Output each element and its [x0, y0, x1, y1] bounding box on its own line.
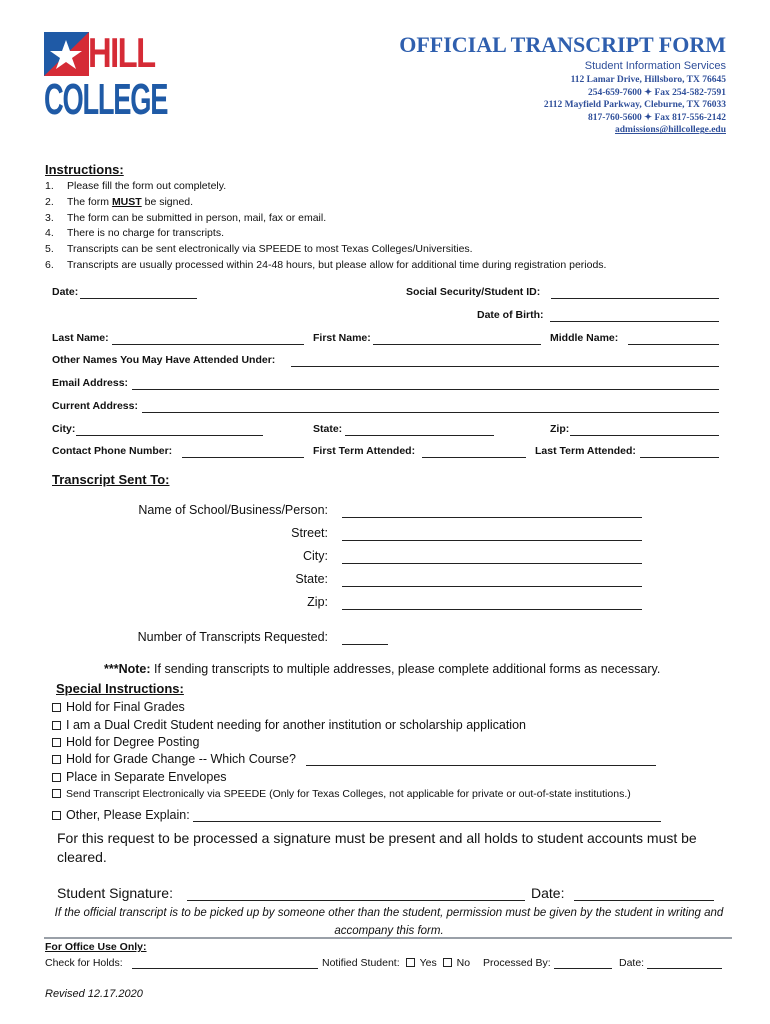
hillsboro-phone: 254-659-7600 ✦ Fax 254-582-7591 — [587, 87, 726, 98]
cleburne-phone: 817-760-5600 ✦ Fax 817-556-2142 — [587, 112, 726, 123]
recipient-zip-label: Zip: — [307, 595, 328, 609]
recipient-street-label: Street: — [291, 526, 328, 540]
option-hold-grade-change[interactable]: Hold for Grade Change -- Which Course? — [52, 752, 296, 766]
city-label: City: — [52, 423, 76, 435]
checkbox-icon[interactable] — [406, 958, 415, 967]
checkbox-icon[interactable] — [443, 958, 452, 967]
transcript-count-field[interactable] — [342, 644, 388, 645]
admissions-email-link[interactable]: admissions@hillcollege.edu — [615, 125, 726, 136]
note-prefix: ***Note: — [104, 662, 151, 676]
recipient-city-label: City: — [303, 549, 328, 563]
other-explain-field[interactable] — [193, 821, 661, 822]
state-label: State: — [313, 423, 343, 435]
revision-date: Revised 12.17.2020 — [45, 988, 143, 1000]
check-holds-label: Check for Holds: — [45, 957, 123, 969]
instruction-item — [45, 258, 606, 274]
hill-college-logo — [44, 29, 168, 126]
phone-label: Contact Phone Number: — [52, 445, 173, 457]
middle-name-label: Middle Name: — [550, 332, 619, 344]
instruction-text-end: be signed. — [141, 195, 194, 208]
instruction-text: Transcripts are usually processed within 24-48 hours, but please allow for additional time during registration periods. — [67, 258, 607, 271]
signature-date-label: Date: — [531, 885, 565, 901]
instruction-text: Please fill the form out completely. — [67, 180, 227, 192]
checkbox-icon[interactable] — [52, 703, 61, 712]
instruction-number: 1. — [45, 180, 54, 192]
instruction-item — [45, 211, 606, 227]
transcript-count-label: Number of Transcripts Requested: — [137, 630, 328, 644]
instruction-text: The form — [67, 195, 112, 208]
recipient-name-field[interactable] — [342, 517, 642, 518]
processed-by-label: Processed By: — [483, 957, 551, 969]
recipient-state-label: State: — [295, 572, 328, 586]
signature-field[interactable] — [187, 900, 525, 901]
instruction-emphasis: MUST — [111, 195, 142, 208]
recipient-name-label: Name of School/Business/Person: — [138, 503, 328, 517]
last-term-label: Last Term Attended: — [535, 445, 636, 457]
logo-word-college: COLLEGE — [44, 75, 168, 124]
form-title: OFFICIAL TRANSCRIPT FORM — [399, 32, 726, 57]
other-names-label: Other Names You May Have Attended Under: — [52, 354, 276, 366]
zip-field[interactable] — [570, 435, 719, 436]
checkbox-icon[interactable] — [52, 773, 61, 782]
checkbox-icon[interactable] — [52, 789, 61, 798]
option-hold-final-grades[interactable]: Hold for Final Grades — [52, 700, 185, 714]
email-field[interactable] — [132, 389, 719, 390]
city-field[interactable] — [76, 435, 263, 436]
check-holds-field[interactable] — [132, 968, 318, 969]
sent-to-heading: Transcript Sent To: — [52, 472, 170, 487]
processed-by-field[interactable] — [554, 968, 612, 969]
date-field[interactable] — [80, 298, 197, 299]
address-field[interactable] — [142, 412, 719, 413]
ssn-label: Social Security/Student ID: — [406, 286, 541, 298]
instruction-text: Transcripts can be sent electronically via SPEEDE to most Texas Colleges/Universities. — [67, 243, 473, 256]
special-instructions-heading: Special Instructions: — [56, 681, 184, 696]
instruction-number: 3. — [45, 211, 54, 224]
divider — [44, 937, 732, 939]
zip-label: Zip: — [550, 423, 570, 435]
other-names-field[interactable] — [291, 366, 719, 367]
office-date-label: Date: — [619, 957, 645, 969]
instructions-heading: Instructions: — [45, 162, 124, 177]
instruction-number: 5. — [45, 243, 54, 256]
instruction-item — [45, 242, 606, 258]
option-other[interactable]: Other, Please Explain: — [52, 808, 190, 822]
instruction-item — [45, 226, 606, 242]
notified-student-label: Notified Student: — [322, 957, 400, 969]
recipient-street-field[interactable] — [342, 540, 642, 541]
state-field[interactable] — [345, 435, 494, 436]
instructions-list — [45, 179, 606, 274]
option-hold-degree-posting[interactable]: Hold for Degree Posting — [52, 735, 199, 749]
checkbox-icon[interactable] — [52, 738, 61, 747]
instruction-number: 4. — [45, 227, 54, 240]
notified-student-group — [322, 957, 470, 969]
department-name: Student Information Services — [584, 60, 726, 72]
middle-name-field[interactable] — [628, 344, 719, 345]
first-term-field[interactable] — [422, 457, 526, 458]
signature-date-field[interactable] — [574, 900, 714, 901]
recipient-zip-field[interactable] — [342, 609, 642, 610]
last-name-label: Last Name: — [52, 332, 109, 344]
last-term-field[interactable] — [640, 457, 719, 458]
instruction-number: 2. — [45, 195, 54, 208]
yes-label: Yes — [419, 957, 437, 969]
checkbox-icon[interactable] — [52, 755, 61, 764]
instruction-item — [45, 195, 606, 211]
recipient-city-field[interactable] — [342, 563, 642, 564]
instruction-item — [45, 179, 606, 195]
instruction-text: There is no charge for transcripts. — [67, 227, 224, 240]
recipient-state-field[interactable] — [342, 586, 642, 587]
note-text: If sending transcripts to multiple addresses, please complete additional forms as necessary. — [150, 662, 661, 676]
first-name-field[interactable] — [373, 344, 541, 345]
first-name-label: First Name: — [313, 332, 371, 344]
instruction-text: The form can be submitted in person, mail, fax or email. — [67, 211, 327, 224]
dob-field[interactable] — [550, 321, 719, 322]
address-label: Current Address: — [52, 400, 138, 412]
no-label: No — [456, 957, 471, 969]
option-speede[interactable]: Send Transcript Electronically via SPEEDE (Only for Texas Colleges, not applicable for private or out-of-state institutions.) — [52, 788, 631, 800]
office-use-heading: For Office Use Only: — [45, 941, 147, 953]
cleburne-address: 2112 Mayfield Parkway, Cleburne, TX 76033 — [543, 100, 726, 111]
first-term-label: First Term Attended: — [313, 445, 416, 457]
last-name-field[interactable] — [112, 344, 304, 345]
date-label: Date: — [52, 286, 79, 298]
signature-label: Student Signature: — [57, 885, 173, 901]
multiple-address-note — [104, 662, 660, 676]
hillsboro-address: 112 Lamar Drive, Hillsboro, TX 76645 — [570, 75, 726, 85]
logo-word-hill: HILL — [88, 29, 155, 76]
phone-field[interactable] — [182, 457, 304, 458]
checkbox-icon[interactable] — [52, 721, 61, 730]
dob-label: Date of Birth: — [477, 309, 544, 321]
option-dual-credit[interactable]: I am a Dual Credit Student needing for another institution or scholarship application — [52, 718, 526, 732]
instruction-number: 6. — [45, 258, 54, 271]
checkbox-icon[interactable] — [52, 811, 61, 820]
signature-requirement-notice: For this request to be processed a signature must be present and all holds to student accounts must be cleared. — [57, 830, 697, 865]
contact-block — [544, 74, 726, 137]
email-label: Email Address: — [52, 377, 129, 389]
ssn-field[interactable] — [551, 298, 719, 299]
option-separate-envelopes[interactable]: Place in Separate Envelopes — [52, 770, 227, 784]
pickup-permission-notice: If the official transcript is to be picked up by someone other than the student, permission must be given by the student in writing and accompany this form. — [54, 907, 724, 937]
grade-change-course-field[interactable] — [306, 765, 656, 766]
office-date-field[interactable] — [647, 968, 722, 969]
